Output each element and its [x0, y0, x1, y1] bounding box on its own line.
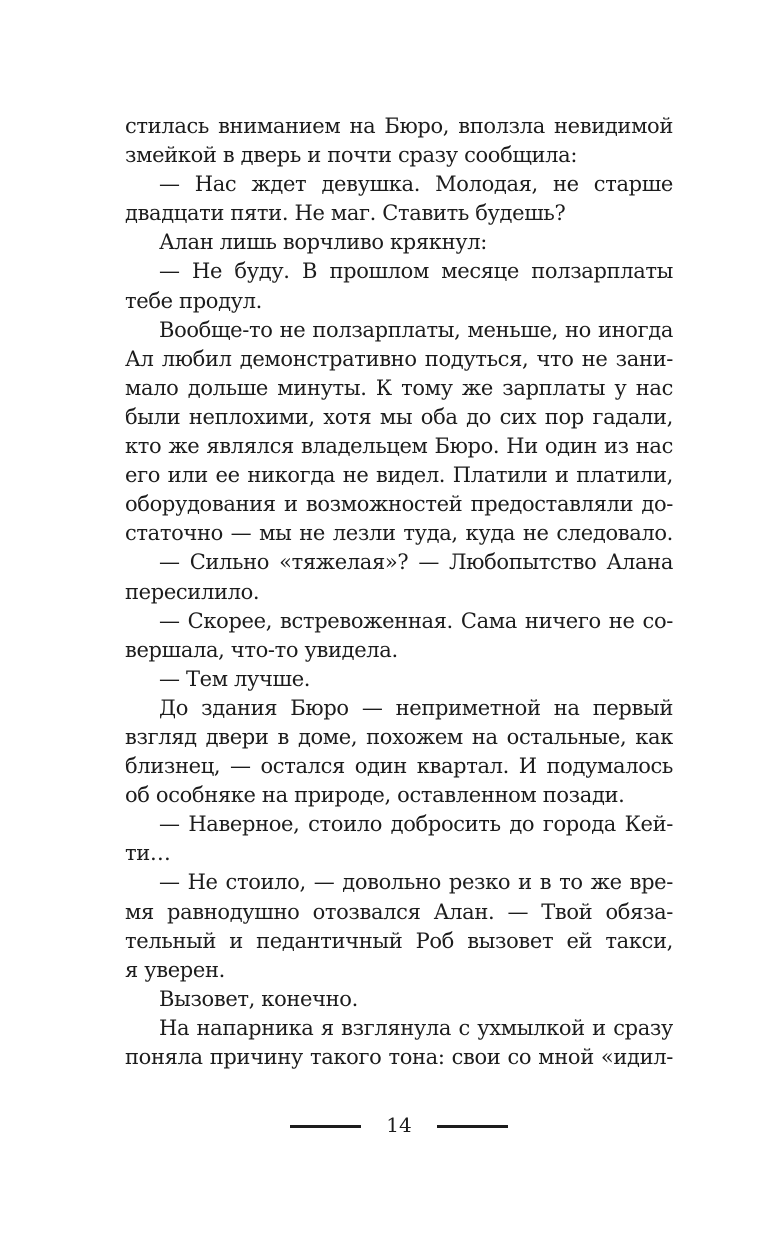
text-line: пересилило.: [125, 579, 260, 604]
text-line: ти…: [125, 841, 171, 866]
text-line: змейкой в дверь и почти сразу сообщила:: [125, 143, 578, 168]
text-line: двадцати пяти. Не маг. Ставить будешь?: [125, 201, 566, 226]
text-line: его или ее никогда не видел. Платили и платили,: [125, 463, 673, 488]
text-line: тебе продул.: [125, 288, 262, 313]
text-line: — Нас ждет девушка. Молодая, не старше: [159, 172, 673, 197]
text-line: об особняке на природе, оставленном позади.: [125, 783, 625, 808]
text-line: были неплохими, хотя мы оба до сих пор гадали,: [125, 404, 673, 429]
text-line: — Тем лучше.: [159, 666, 311, 691]
page-footer: [290, 1108, 508, 1144]
text-line: вершала, что-то увидела.: [125, 637, 398, 662]
text-line: Алан лишь ворчливо крякнул:: [159, 230, 487, 255]
text-line: Ал любил демонстративно подуться, что не зани-: [125, 346, 673, 371]
text-line: — Сильно «тяжелая»? — Любопытство Алана: [159, 550, 673, 575]
text-line: Вообще-то не ползарплаты, меньше, но иногда: [159, 317, 673, 342]
footer-rule-right: [437, 1125, 508, 1128]
body-text: [125, 112, 673, 1072]
text-line: стилась вниманием на Бюро, вползла невидимой: [125, 114, 673, 138]
text-line: тельный и педантичный Роб вызовет ей такси,: [125, 928, 673, 953]
text-line: оборудования и возможностей предоставляли до-: [125, 492, 673, 517]
text-line: кто же являлся владельцем Бюро. Ни один из нас: [125, 434, 673, 459]
text-line: мя равнодушно отозвался Алан. — Твой обяза-: [125, 899, 673, 924]
text-line: — Не стоило, — довольно резко и в то же вре-: [159, 870, 673, 895]
text-line: поняла причину такого тона: свои со мной «идил-: [125, 1045, 673, 1069]
text-line: На напарника я взглянула с ухмылкой и сразу: [159, 1015, 673, 1040]
text-line: статочно — мы не лезли туда, куда не следовало.: [125, 521, 673, 546]
text-line: я уверен.: [125, 957, 225, 982]
text-line: Вызовет, конечно.: [159, 986, 358, 1011]
text-line: — Не буду. В прошлом месяце ползарплаты: [159, 259, 673, 284]
text-line: близнец, — остался один квартал. И подумалось: [125, 754, 673, 779]
text-line: — Скорее, встревоженная. Сама ничего не со-: [159, 608, 673, 633]
text-line: взгляд двери в доме, похожем на остальные, как: [125, 724, 673, 749]
text-line: мало дольше минуты. К тому же зарплаты у нас: [125, 375, 673, 400]
text-line: До здания Бюро — неприметной на первый: [159, 695, 673, 720]
page-number: 14: [386, 1113, 412, 1137]
text-line: — Наверное, стоило добросить до города Кей-: [159, 812, 673, 837]
